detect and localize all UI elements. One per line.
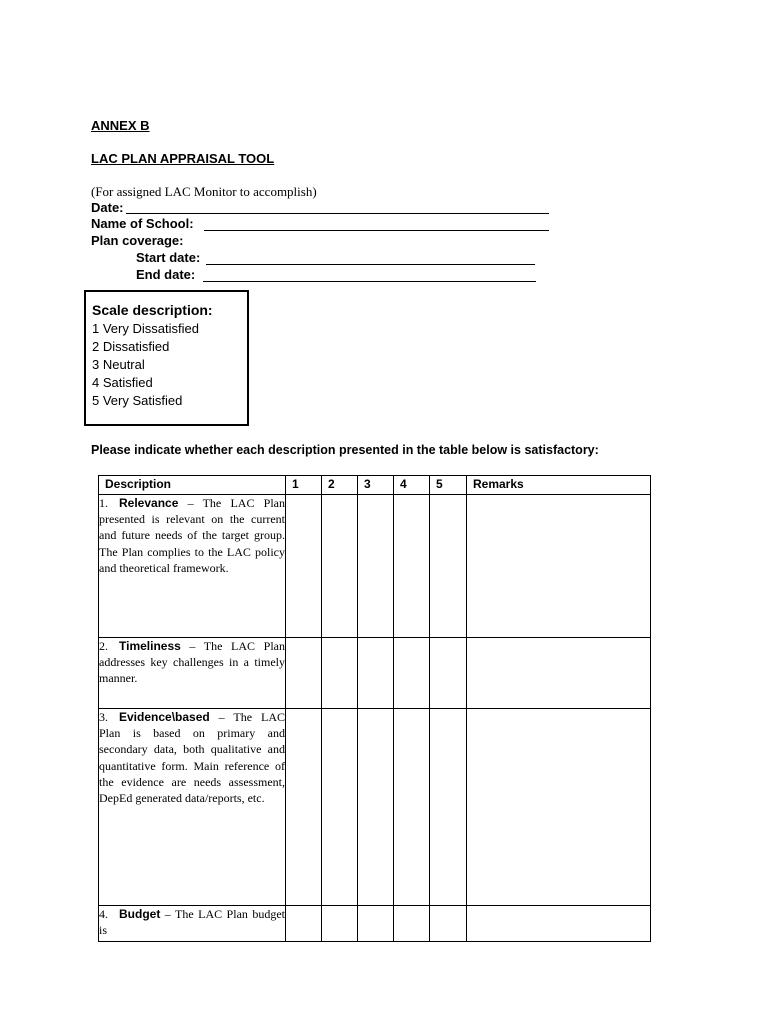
scale-title: Scale description: [92,302,213,318]
description-cell [99,906,286,942]
remarks-cell[interactable] [467,495,651,638]
score-cell-3[interactable] [358,709,394,906]
score-cell-4[interactable] [394,638,430,709]
row-text: – The LAC Plan addresses key challenges in a timely manner. [99,639,285,686]
score-cell-2[interactable] [322,709,358,906]
score-cell-4[interactable] [394,495,430,638]
description-cell [99,709,286,906]
coverage-label: Plan coverage: [91,233,184,248]
date-field[interactable] [126,213,549,214]
row-title: Timeliness [119,639,181,653]
header-score-4: 4 [394,476,430,495]
header-remarks: Remarks [467,476,651,495]
start-date-label: Start date: [136,250,201,265]
score-cell-4[interactable] [394,906,430,942]
score-cell-2[interactable] [322,495,358,638]
row-text: – The LAC Plan is based on primary and secondary data, both qualitative and quantitative form. Main reference of the evidence are needs assessment, DepEd generated data/reports, etc. [99,710,285,806]
scale-item: 4 Satisfied [92,375,153,390]
table-prompt: Please indicate whether each description presented in the table below is satisfactory: [91,443,599,457]
row-text: – The LAC Plan presented is relevant on the current and future needs of the target group. The Plan complies to the LAC policy and theoretical framework. [99,496,285,575]
score-cell-2[interactable] [322,906,358,942]
table-row [99,709,651,906]
row-number: 2. [99,639,108,653]
scale-item: 5 Very Satisfied [92,393,183,408]
scale-item: 3 Neutral [92,357,145,372]
school-field[interactable] [204,230,549,231]
score-cell-4[interactable] [394,709,430,906]
instruction-text: (For assigned LAC Monitor to accomplish) [91,184,317,199]
row-number: 1. [99,496,108,510]
table-row [99,495,651,638]
row-text: – The LAC Plan budget is [99,907,285,938]
remarks-cell[interactable] [467,709,651,906]
score-cell-3[interactable] [358,638,394,709]
row-title: Evidence\based [119,710,210,724]
header-score-5: 5 [430,476,467,495]
score-cell-5[interactable] [430,638,467,709]
row-title: Budget [119,907,161,921]
page-title: LAC PLAN APPRAISAL TOOL [91,151,275,166]
scale-item: 2 Dissatisfied [92,339,170,354]
score-cell-1[interactable] [286,495,322,638]
description-cell [99,495,286,638]
header-description: Description [99,476,286,495]
start-date-field[interactable] [206,264,535,265]
scale-description-box [84,290,249,426]
row-title: Relevance [119,496,179,510]
score-cell-5[interactable] [430,495,467,638]
table-row [99,906,651,942]
row-number: 3. [99,710,108,724]
appraisal-table [98,475,651,942]
remarks-cell[interactable] [467,638,651,709]
header-score-3: 3 [358,476,394,495]
header-score-1: 1 [286,476,322,495]
annex-label: ANNEX B [91,118,150,133]
table-row [99,638,651,709]
score-cell-2[interactable] [322,638,358,709]
score-cell-5[interactable] [430,906,467,942]
score-cell-3[interactable] [358,495,394,638]
header-score-2: 2 [322,476,358,495]
table-header-row [99,476,651,495]
score-cell-1[interactable] [286,906,322,942]
score-cell-1[interactable] [286,638,322,709]
scale-item: 1 Very Dissatisfied [92,321,199,336]
end-date-label: End date: [136,267,196,282]
score-cell-1[interactable] [286,709,322,906]
school-label: Name of School: [91,216,194,231]
remarks-cell[interactable] [467,906,651,942]
description-cell [99,638,286,709]
row-number: 4. [99,907,108,921]
end-date-field[interactable] [203,281,536,282]
score-cell-3[interactable] [358,906,394,942]
date-label: Date: [91,200,124,215]
score-cell-5[interactable] [430,709,467,906]
